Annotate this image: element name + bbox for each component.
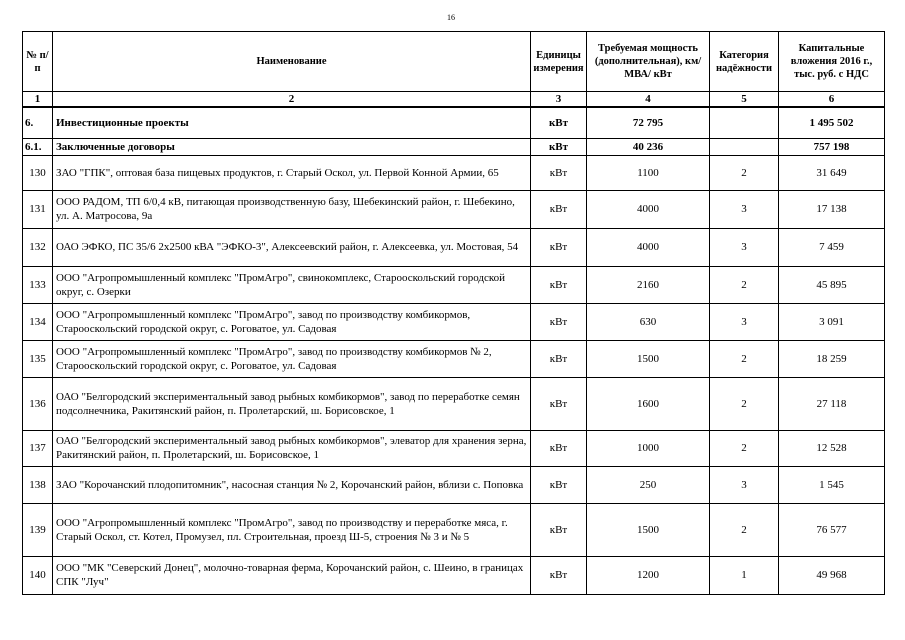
row-unit: кВт <box>531 190 587 228</box>
row-category: 2 <box>710 430 779 466</box>
row-unit: кВт <box>531 340 587 377</box>
row-category: 3 <box>710 228 779 266</box>
row-category: 3 <box>710 190 779 228</box>
row-unit: кВт <box>531 377 587 430</box>
row-name: ООО "Агропромышленный комплекс "ПромАгро", завод по производству комбикормов, Старооскольский городской округ, с. Роговатое, ул. Садовая <box>53 303 531 340</box>
row-capital: 12 528 <box>779 430 885 466</box>
table-row <box>23 556 885 594</box>
table-row <box>23 377 885 430</box>
row-unit: кВт <box>531 228 587 266</box>
row-power: 4000 <box>587 190 710 228</box>
header-category: Категория надёжности <box>710 32 779 92</box>
row-num: 132 <box>23 228 53 266</box>
table-row <box>23 430 885 466</box>
row-capital: 27 118 <box>779 377 885 430</box>
row-name: ООО "Агропромышленный комплекс "ПромАгро", завод по производству и переработке мяса, г. Старый Оскол, ст. Котел, Промузел, пл. Строительная, проезд Ш-5, строения № 3 и № 5 <box>53 503 531 556</box>
row-name: ООО "МК "Северский Донец", молочно-товарная ферма, Корочанский район, с. Шеино, в границах СПК "Луч" <box>53 556 531 594</box>
row-power: 1600 <box>587 377 710 430</box>
column-index: 1 <box>23 92 53 108</box>
section-row <box>23 107 885 138</box>
column-index-row <box>23 92 885 108</box>
row-category: 2 <box>710 155 779 190</box>
row-num: 131 <box>23 190 53 228</box>
table-row <box>23 503 885 556</box>
row-power: 1500 <box>587 503 710 556</box>
table-row <box>23 340 885 377</box>
row-num: 130 <box>23 155 53 190</box>
row-power: 630 <box>587 303 710 340</box>
section-name: Инвестиционные проекты <box>53 107 531 138</box>
row-num: 139 <box>23 503 53 556</box>
row-unit: кВт <box>531 266 587 303</box>
header-name: Наименование <box>53 32 531 92</box>
row-capital: 76 577 <box>779 503 885 556</box>
row-name: ООО РАДОМ, ТП 6/0,4 кВ, питающая производственную базу, Шебекинский район, г. Шебекино, ул. А. Матросова, 9а <box>53 190 531 228</box>
row-category: 1 <box>710 556 779 594</box>
subsection-category <box>710 138 779 155</box>
row-power: 250 <box>587 466 710 503</box>
row-power: 1200 <box>587 556 710 594</box>
section-category <box>710 107 779 138</box>
page-number: 16 <box>447 13 455 22</box>
row-power: 1000 <box>587 430 710 466</box>
row-category: 3 <box>710 466 779 503</box>
table-row <box>23 303 885 340</box>
row-capital: 49 968 <box>779 556 885 594</box>
row-unit: кВт <box>531 503 587 556</box>
table-row <box>23 466 885 503</box>
column-index: 5 <box>710 92 779 108</box>
row-capital: 1 545 <box>779 466 885 503</box>
subsection-capital: 757 198 <box>779 138 885 155</box>
row-unit: кВт <box>531 430 587 466</box>
row-num: 136 <box>23 377 53 430</box>
row-name: ООО "Агропромышленный комплекс "ПромАгро", свинокомплекс, Старооскольский городской округ, с. Озерки <box>53 266 531 303</box>
investment-table <box>22 31 885 595</box>
table-row <box>23 228 885 266</box>
row-capital: 45 895 <box>779 266 885 303</box>
row-power: 1500 <box>587 340 710 377</box>
subsection-name: Заключенные договоры <box>53 138 531 155</box>
header-row <box>23 32 885 92</box>
row-name: ОАО "Белгородский экспериментальный завод рыбных комбикормов", элеватор для хранения зерна, Ракитянский район, п. Пролетарский, ш. Борисовское, 1 <box>53 430 531 466</box>
row-name: ОАО "Белгородский экспериментальный завод рыбных комбикормов", завод по переработке семян подсолнечника, Ракитянский район, п. Пролетарский, ш. Борисовское, 1 <box>53 377 531 430</box>
subsection-row <box>23 138 885 155</box>
row-name: ЗАО "Корочанский плодопитомник", насосная станция № 2, Корочанский район, вблизи с. Поповка <box>53 466 531 503</box>
column-index: 2 <box>53 92 531 108</box>
header-power: Требуемая мощность (дополнительная), км/ МВА/ кВт <box>587 32 710 92</box>
row-capital: 18 259 <box>779 340 885 377</box>
subsection-num: 6.1. <box>23 138 53 155</box>
row-num: 138 <box>23 466 53 503</box>
header-capital: Капитальные вложения 2016 г., тыс. руб. с НДС <box>779 32 885 92</box>
row-category: 2 <box>710 340 779 377</box>
header-unit: Единицы измерения <box>531 32 587 92</box>
row-capital: 17 138 <box>779 190 885 228</box>
row-num: 140 <box>23 556 53 594</box>
row-unit: кВт <box>531 556 587 594</box>
row-num: 137 <box>23 430 53 466</box>
row-name: ЗАО "ГПК", оптовая база пищевых продуктов, г. Старый Оскол, ул. Первой Конной Армии, 65 <box>53 155 531 190</box>
row-num: 135 <box>23 340 53 377</box>
row-capital: 31 649 <box>779 155 885 190</box>
table-row <box>23 266 885 303</box>
column-index: 6 <box>779 92 885 108</box>
column-index: 3 <box>531 92 587 108</box>
table-row <box>23 190 885 228</box>
section-power: 72 795 <box>587 107 710 138</box>
column-index: 4 <box>587 92 710 108</box>
row-power: 2160 <box>587 266 710 303</box>
section-num: 6. <box>23 107 53 138</box>
row-name: ООО "Агропромышленный комплекс "ПромАгро", завод по производству комбикормов № 2, Старооскольский городской округ, с. Роговатое, ул. Садовая <box>53 340 531 377</box>
row-category: 2 <box>710 377 779 430</box>
row-capital: 7 459 <box>779 228 885 266</box>
row-name: ОАО ЭФКО, ПС 35/6 2х2500 кВА "ЭФКО-3", Алексеевский район, г. Алексеевка, ул. Мостовая, 54 <box>53 228 531 266</box>
row-category: 3 <box>710 303 779 340</box>
header-num: № п/п <box>23 32 53 92</box>
row-category: 2 <box>710 503 779 556</box>
row-category: 2 <box>710 266 779 303</box>
row-capital: 3 091 <box>779 303 885 340</box>
row-unit: кВт <box>531 303 587 340</box>
row-power: 1100 <box>587 155 710 190</box>
section-capital: 1 495 502 <box>779 107 885 138</box>
table-row <box>23 155 885 190</box>
row-unit: кВт <box>531 155 587 190</box>
row-num: 134 <box>23 303 53 340</box>
subsection-unit: кВт <box>531 138 587 155</box>
row-num: 133 <box>23 266 53 303</box>
row-unit: кВт <box>531 466 587 503</box>
row-power: 4000 <box>587 228 710 266</box>
subsection-power: 40 236 <box>587 138 710 155</box>
section-unit: кВт <box>531 107 587 138</box>
